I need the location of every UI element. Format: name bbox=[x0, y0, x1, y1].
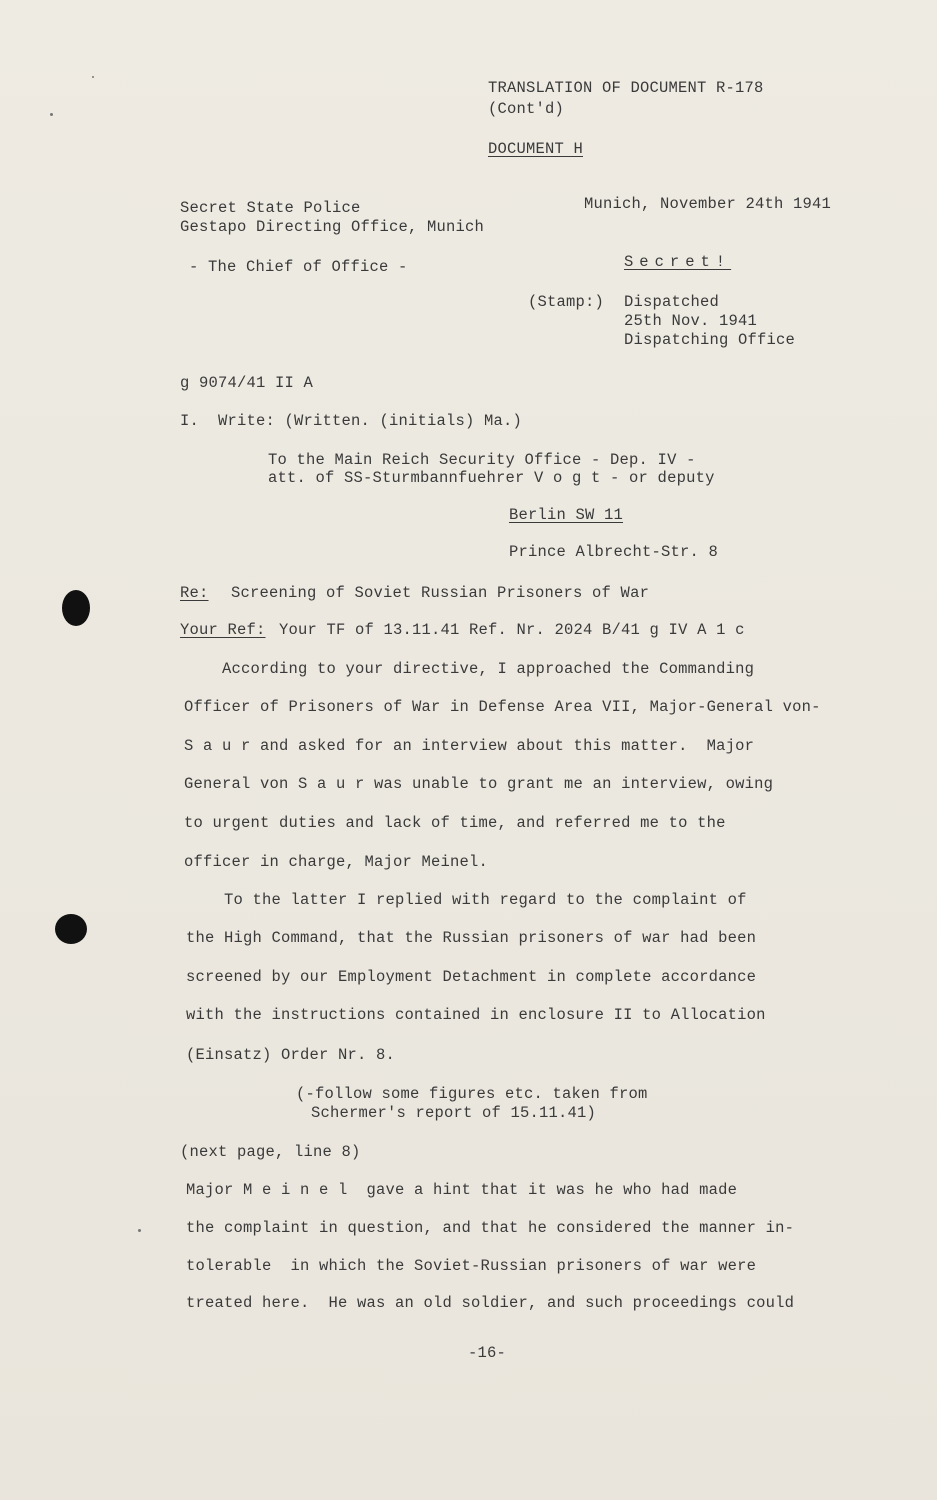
write-line: I. Write: (Written. (initials) Ma.) bbox=[180, 412, 523, 430]
re-label: Re: bbox=[180, 584, 209, 602]
paragraph-3-line: Major M e i n e l gave a hint that it was he who had made bbox=[186, 1181, 738, 1199]
recipient-city: Berlin SW 11 bbox=[509, 506, 624, 524]
paragraph-1-line: Officer of Prisoners of War in Defense Area VII, Major-General von- bbox=[184, 698, 821, 716]
stamp-line-3: Dispatching Office bbox=[624, 331, 796, 349]
sender-line-2: Gestapo Directing Office, Munich bbox=[180, 218, 485, 236]
sender-chief: - The Chief of Office - bbox=[189, 258, 408, 276]
note-line-2: Schermer's report of 15.11.41) bbox=[311, 1104, 597, 1122]
classification-secret: Secret! bbox=[624, 253, 732, 271]
paragraph-2-line: screened by our Employment Detachment in complete accordance bbox=[186, 968, 757, 986]
paragraph-1-line: S a u r and asked for an interview about this matter. Major bbox=[184, 737, 755, 755]
paragraph-3-line: treated here. He was an old soldier, and such proceedings could bbox=[186, 1294, 795, 1312]
your-ref-text: Your TF of 13.11.41 Ref. Nr. 2024 B/41 g IV A 1 c bbox=[279, 621, 745, 639]
page-number: -16- bbox=[468, 1344, 507, 1362]
document-label: DOCUMENT H bbox=[488, 140, 584, 158]
paragraph-2-line: (Einsatz) Order Nr. 8. bbox=[186, 1046, 396, 1064]
speck bbox=[50, 113, 53, 116]
recipient-line-2: att. of SS-Sturmbannfuehrer V o g t - or deputy bbox=[268, 469, 715, 487]
re-text: Screening of Soviet Russian Prisoners of War bbox=[231, 584, 650, 602]
paragraph-2-line: with the instructions contained in enclosure II to Allocation bbox=[186, 1006, 766, 1024]
stamp-line-2: 25th Nov. 1941 bbox=[624, 312, 758, 330]
paragraph-1-line: officer in charge, Major Meinel. bbox=[184, 853, 489, 871]
paragraph-1-line: According to your directive, I approached the Commanding bbox=[222, 660, 755, 678]
paragraph-3-line: the complaint in question, and that he considered the manner in- bbox=[186, 1219, 795, 1237]
translation-title: TRANSLATION OF DOCUMENT R-178 bbox=[488, 79, 764, 97]
punch-hole-bottom bbox=[55, 914, 87, 944]
continued-label: (Cont'd) bbox=[488, 100, 565, 118]
paragraph-2-line: the High Command, that the Russian prisoners of war had been bbox=[186, 929, 757, 947]
paragraph-3-line: tolerable in which the Soviet-Russian prisoners of war were bbox=[186, 1257, 757, 1275]
stamp-label: (Stamp:) bbox=[528, 293, 605, 311]
your-ref-label: Your Ref: bbox=[180, 621, 266, 639]
paragraph-1-line: to urgent duties and lack of time, and referred me to the bbox=[184, 814, 726, 832]
note-line-1: (-follow some figures etc. taken from bbox=[296, 1085, 648, 1103]
paragraph-2-line: To the latter I replied with regard to the complaint of bbox=[224, 891, 747, 909]
punch-hole-top bbox=[62, 590, 90, 626]
speck bbox=[92, 76, 94, 78]
next-page-label: (next page, line 8) bbox=[180, 1143, 361, 1161]
speck bbox=[138, 1229, 141, 1232]
paragraph-1-line: General von S a u r was unable to grant me an interview, owing bbox=[184, 775, 774, 793]
recipient-street: Prince Albrecht-Str. 8 bbox=[509, 543, 719, 561]
reference-number: g 9074/41 II A bbox=[180, 374, 314, 392]
recipient-line-1: To the Main Reich Security Office - Dep. IV - bbox=[268, 451, 696, 469]
stamp-line-1: Dispatched bbox=[624, 293, 720, 311]
date-line: Munich, November 24th 1941 bbox=[584, 195, 832, 213]
sender-line-1: Secret State Police bbox=[180, 199, 361, 217]
